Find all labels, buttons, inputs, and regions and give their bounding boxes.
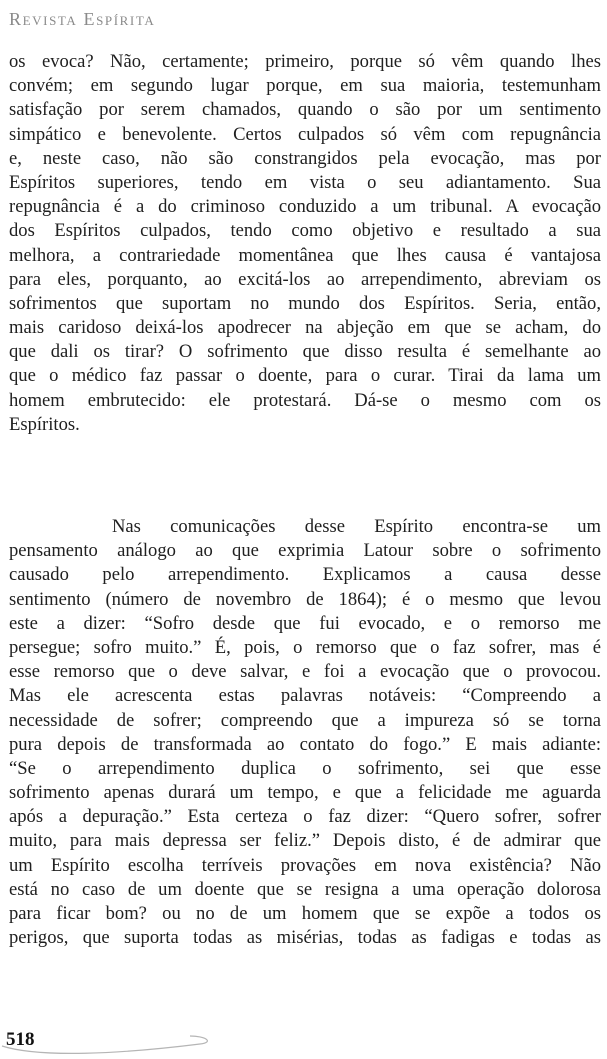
text-line: mais caridoso deixá-los apodrecer na abjeção em que se acham, do: [9, 317, 601, 339]
text-line: sofrimento apenas durará um tempo, e que a felicidade me aguarda: [9, 782, 601, 804]
text-line: que dali os tirar? O sofrimento que disso resulta é semelhante ao: [9, 341, 601, 363]
text-line: convém; em segundo lugar porque, em sua maioria, testemunham: [9, 75, 601, 97]
running-head-title: Revista Espírita: [9, 9, 156, 29]
text-line: pensamento análogo ao que exprimia Latour sobre o sofrimento: [9, 540, 601, 562]
text-line: causado pelo arrependimento. Explicamos a causa desse: [9, 564, 601, 586]
text-line: para eles, porquanto, ao excitá-los ao arrependimento, abreviam os: [9, 268, 601, 290]
text-line: um Espírito escolha terríveis provações em nova existência? Não: [9, 854, 601, 876]
text-line: após a depuração.” Esta certeza o faz dizer: “Quero sofrer, sofrer: [9, 806, 601, 828]
text-line: homem embrutecido: ele protestará. Dá-se o mesmo com os: [9, 389, 601, 411]
text-line: este a dizer: “Sofro desde que fui evocado, e o remorso me: [9, 612, 601, 634]
text-line: sofrimentos que suportam no mundo dos Espíritos. Seria, então,: [9, 292, 601, 314]
text-line: e, neste caso, não são constrangidos pela evocação, mas por: [9, 147, 601, 169]
footer-ornament-curve: [0, 1024, 240, 1056]
text-line: para ficar bom? ou no de um homem que se expõe a todos os: [9, 903, 601, 924]
text-line: sentimento (número de novembro de 1864); é o mesmo que levou: [9, 588, 601, 610]
text-line: Mas ele acrescenta estas palavras notáveis: “Compreendo a: [9, 685, 601, 707]
text-line: Espíritos.: [9, 413, 80, 435]
text-line: esse remorso que o deve salvar, e foi a evocação que o provocou.: [9, 661, 601, 683]
text-line: dos Espíritos culpados, tendo como objetivo e resultado a sua: [9, 220, 601, 242]
text-line: persegue; sofro muito.” É, pois, o remorso que o faz sofrer, mas é: [9, 636, 601, 658]
text-line: melhora, a contrariedade momentânea que lhes causa é vantajosa: [9, 244, 601, 266]
text-line: Espíritos superiores, tendo em vista o seu adiantamento. Sua: [9, 171, 601, 193]
text-line: muito, para mais depressa ser feliz.” Depois disto, é de admirar que: [9, 830, 601, 852]
paragraph-2: [9, 515, 601, 950]
text-line: simpático e benevolente. Certos culpados só vêm com repugnância: [9, 123, 601, 145]
text-line: repugnância é a do criminoso conduzido a um tribunal. A evocação: [9, 196, 601, 218]
text-line: os evoca? Não, certamente; primeiro, porque só vêm quando lhes: [9, 51, 601, 72]
text-line: necessidade de sofrer; compreendo que a impureza só se torna: [9, 709, 601, 731]
text-line: Nas comunicações desse Espírito encontra-se um: [112, 516, 601, 537]
page-number: 518: [6, 1029, 35, 1050]
paragraph-1: [9, 50, 601, 437]
text-line: perigos, que suporta todas as misérias, todas as fadigas e todas as: [9, 927, 601, 949]
text-line: está no caso de um doente que se resigna a uma operação dolorosa: [9, 878, 601, 900]
text-line: pura depois de transformada ao contato do fogo.” E mais adiante:: [9, 733, 601, 755]
text-line: que o médico faz passar o doente, para o curar. Tirai da lama um: [9, 365, 601, 387]
text-line: “Se o arrependimento duplica o sofrimento, sei que esse: [9, 757, 601, 779]
text-line: satisfação por serem chamados, quando o são por um sentimento: [9, 99, 601, 121]
